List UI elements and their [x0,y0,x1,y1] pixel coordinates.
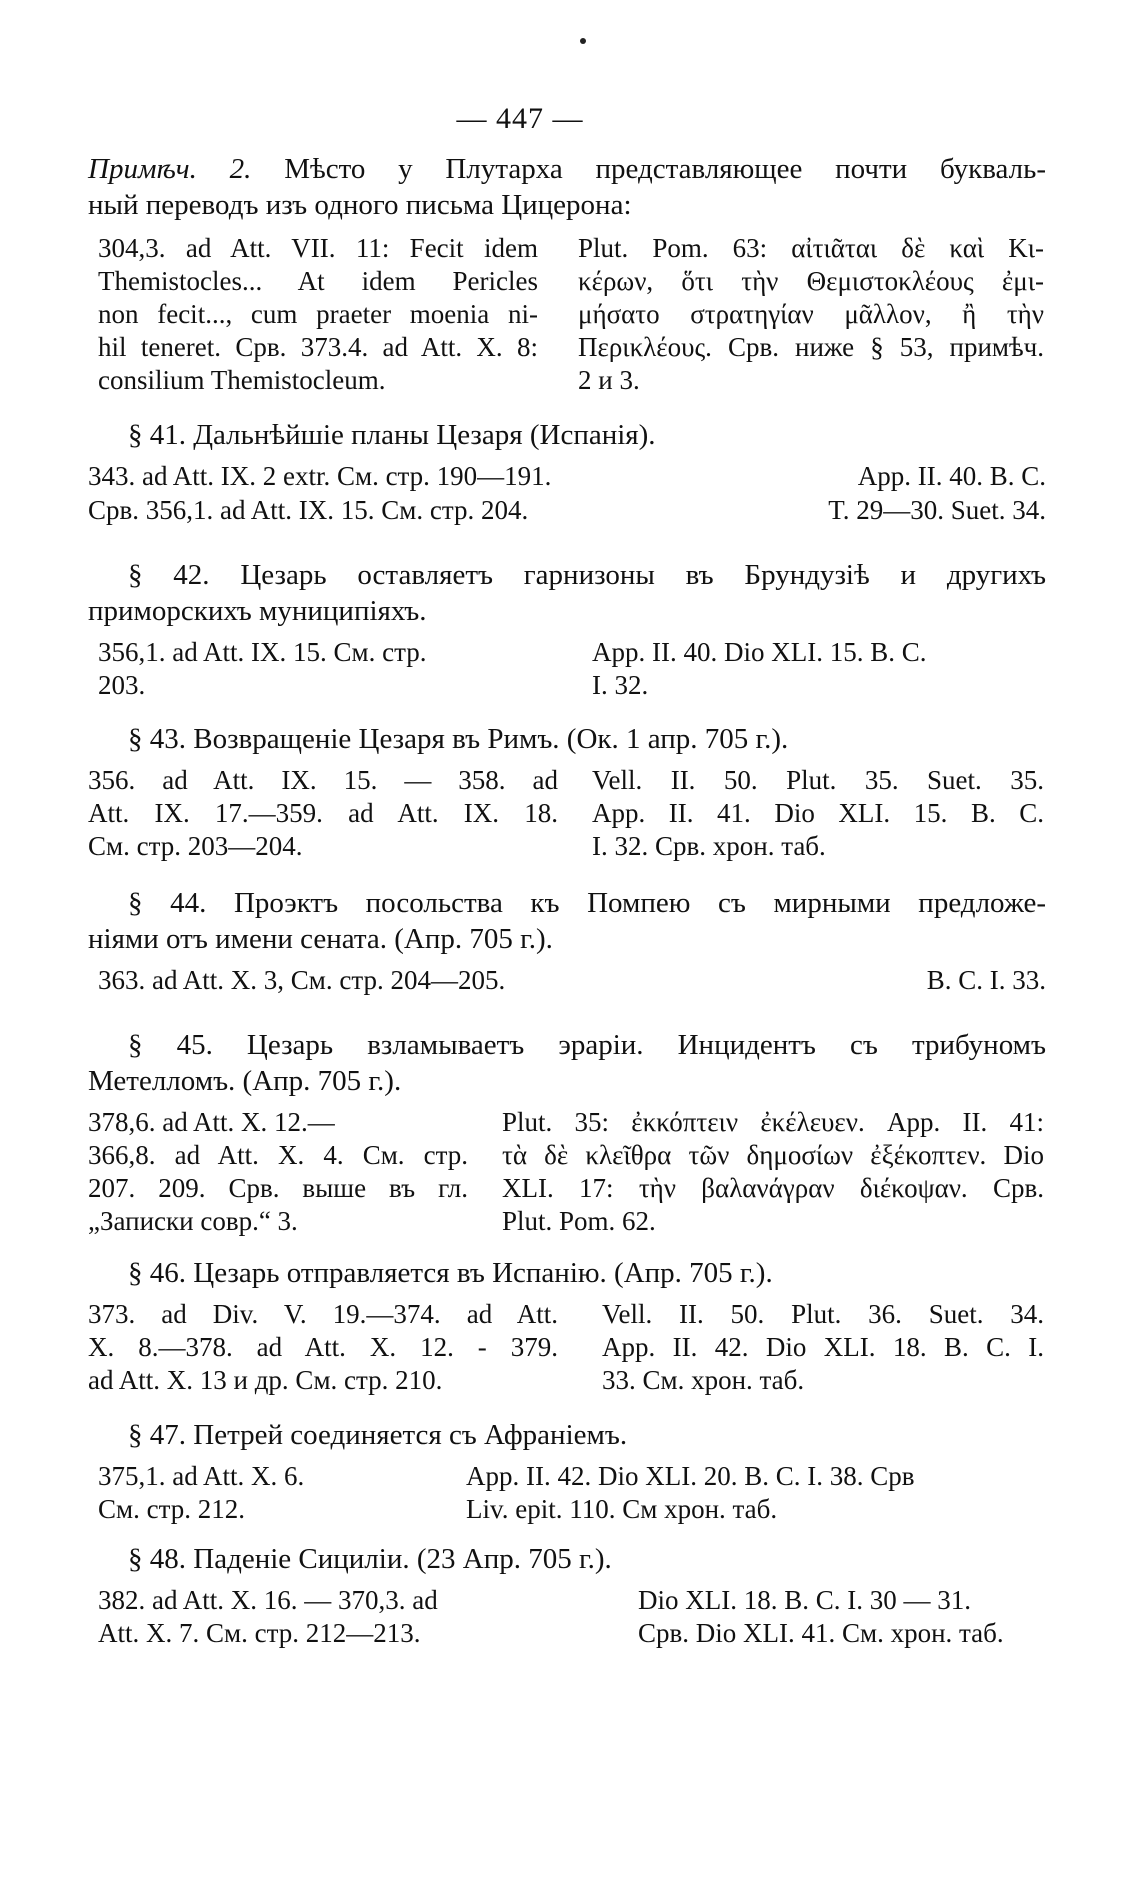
text-line: Срв. Dio XLI. 41. См. хрон. таб. [638,1618,1004,1648]
text-line: 382. ad Att. X. 16. — 370,3. ad [98,1585,438,1615]
text-line: hil teneret. Срв. 373.4. ad Att. X. 8: [98,332,538,362]
note-left-column [98,232,538,397]
section-48-left [98,1584,598,1650]
text-line: 363. ad Att. X. 3, См. стр. 204—205. [98,965,506,995]
section-44-row [98,964,1046,997]
section-44-heading-1: § 44. Проэктъ посольства къ Помпею съ мирными предложе- [128,887,1046,919]
text-line: 33. См. хрон. таб. [602,1365,805,1395]
section-44-heading-2: ніями отъ имени сената. (Апр. 705 г.). [88,923,553,955]
section-43-right [592,764,1044,863]
text-line: 343. ad Att. IX. 2 extr. См. стр. 190—191. [88,461,552,491]
note-right-column [578,232,1044,397]
section-47-left [98,1460,438,1526]
text-line: non fecit..., cum praeter moenia ni- [98,299,538,329]
text-line: Att. X. 7. См. стр. 212—213. [98,1618,421,1648]
text-line: X. 8.—378. ad Att. X. 12. - 379. [88,1332,558,1362]
text-line: Vell. II. 50. Plut. 36. Suet. 34. [602,1299,1044,1329]
text-line: Dio XLI. 18. B. C. I. 30 — 31. [638,1585,971,1615]
text-line: „Записки совр.“ 3. [88,1206,298,1236]
text-line: Themistocles... At idem Pericles [98,266,538,296]
text-line: App. II. 40. Dio XLI. 15. B. C. [592,637,927,667]
text-line: Liv. epit. 110. См хрон. таб. [466,1494,778,1524]
text-line: 366,8. ad Att. X. 4. См. стр. [88,1140,468,1170]
section-42-left [98,636,558,702]
text-line: 304,3. ad Att. VII. 11: Fecit idem [98,233,538,263]
section-42-heading-2: приморскихъ муниципіяхъ. [88,595,427,627]
section-43-heading: § 43. Возвращеніе Цезаря въ Римъ. (Ок. 1 апр. 705 г.). [128,723,789,755]
text-line: 203. [98,670,146,700]
section-43-left [88,764,558,863]
section-41-row-2 [88,494,1046,527]
section-47-heading: § 47. Петрей соединяется съ Афраніемъ. [128,1419,628,1451]
section-42-right [592,636,1044,702]
note-line-2: ный переводъ изъ одного письма Цицерона: [88,189,632,221]
text-line: 375,1. ad Att. X. 6. [98,1461,305,1491]
text-line: 207. 209. Срв. выше въ гл. [88,1173,468,1203]
page-number: — 447 — [456,102,584,135]
text-line: Vell. II. 50. Plut. 35. Suet. 35. [592,765,1044,795]
text-line: 356. ad Att. IX. 15. — 358. ad [88,765,558,795]
text-line: I. 32. [592,670,649,700]
text-line: 2 и 3. [578,365,640,395]
text-line: App. II. 40. B. C. [857,461,1046,491]
section-41-heading: § 41. Дальнѣйшіе планы Цезаря (Испанія). [128,419,656,451]
text-line: Att. IX. 17.—359. ad Att. IX. 18. [88,798,558,828]
text-line: XLI. 17: τὴν βαλανάγραν διέκοψαν. Срв. [502,1173,1044,1203]
note-line-1-text: Мѣсто у Плутарха представляющее почти букваль- [284,153,1046,185]
text-line: См. стр. 203—204. [88,831,303,861]
text-line: B. C. I. 33. [926,965,1046,995]
text-line: κέρων, ὅτι τὴν Θεμιστοκλέους ἐμι- [578,266,1044,296]
text-line: μήσατο στρατηγίαν μᾶλλον, ἢ τὴν [578,299,1044,329]
text-line: 356,1. ad Att. IX. 15. См. стр. [98,637,427,667]
section-45-heading-1: § 45. Цезарь взламываетъ эраріи. Инцидентъ съ трибуномъ [128,1029,1046,1061]
text-line: App. II. 42. Dio XLI. 20. B. C. I. 38. Срв [466,1461,915,1491]
text-line: App. II. 42. Dio XLI. 18. B. C. I. [602,1332,1044,1362]
text-line: Περικλέους. Срв. ниже § 53, примѣч. [578,332,1044,362]
section-48-right [638,1584,1044,1650]
text-line: ad Att. X. 13 и др. См. стр. 210. [88,1365,443,1395]
text-line: T. 29—30. Suet. 34. [828,495,1046,525]
section-45-heading-2: Метелломъ. (Апр. 705 г.). [88,1065,402,1097]
text-line: 378,6. ad Att. X. 12.— [88,1107,335,1137]
text-line: Срв. 356,1. ad Att. IX. 15. См. стр. 204. [88,495,529,525]
ink-speck [580,38,586,44]
section-45-right [502,1106,1044,1238]
text-line: I. 32. Срв. хрон. таб. [592,831,826,861]
text-line: 373. ad Div. V. 19.—374. ad Att. [88,1299,558,1329]
section-41-row-1 [88,460,1046,493]
note-line-1 [88,152,1046,186]
text-line: App. II. 41. Dio XLI. 15. B. C. [592,798,1044,828]
section-46-right [602,1298,1044,1397]
text-line: τὰ δὲ κλεῖθρα τῶν δημοσίων ἐξέκοπτεν. Dio [502,1140,1044,1170]
note-label: Примѣч. 2. [88,153,252,185]
section-46-left [88,1298,558,1397]
section-47-right [466,1460,1044,1526]
text-line: См. стр. 212. [98,1494,245,1524]
text-line: Plut. 35: ἐκκόπτειν ἐκέλευεν. App. II. 41: [502,1107,1044,1137]
section-48-heading: § 48. Паденіе Сициліи. (23 Апр. 705 г.). [128,1543,612,1575]
text-line: Plut. Pom. 63: αἰτιᾶται δὲ καὶ Κι- [578,233,1044,263]
section-46-heading: § 46. Цезарь отправляется въ Испанію. (Апр. 705 г.). [128,1257,773,1289]
text-line: consilium Themistocleum. [98,365,386,395]
text-line: Plut. Pom. 62. [502,1206,656,1236]
section-45-left [88,1106,468,1238]
section-42-heading-1: § 42. Цезарь оставляетъ гарнизоны въ Брундузіѣ и другихъ [128,559,1046,591]
